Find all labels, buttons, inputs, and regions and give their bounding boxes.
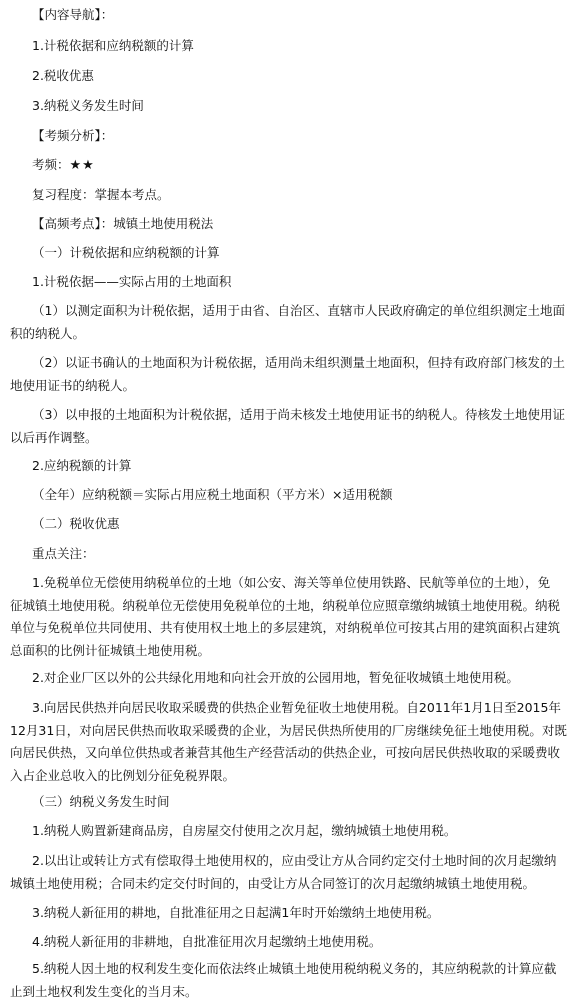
paragraph-line: （3）以申报的土地面积为计税依据，适用于尚未核发土地使用证书的纳税人。待核发土地使用证 [32, 407, 565, 422]
section3-paragraph-1: 1.纳税人购置新建商品房，自房屋交付使用之次月起，缴纳城镇土地使用税。 [32, 823, 457, 838]
section3-paragraph-2 [10, 850, 557, 895]
analysis-heading: 【考频分析】： [32, 128, 114, 143]
section1-paragraph-1 [10, 300, 565, 345]
paragraph-line: 积的纳税人。 [10, 325, 86, 341]
paragraph-line: 1.免税单位无偿使用纳税单位的土地（如公安、海关等单位使用铁路、民航等单位的土地），免 [32, 575, 551, 590]
section1-sub1-title: 1.计税依据——实际占用的土地面积 [32, 274, 232, 289]
section3-paragraph-3: 3.纳税人新征用的耕地，自批准征用之日起满1年时开始缴纳土地使用税。 [32, 905, 440, 920]
nav-item-2: 2.税收优惠 [32, 68, 94, 83]
frequency-label: 考频： [32, 157, 70, 172]
section3-paragraph-4: 4.纳税人新征用的非耕地，自批准征用次月起缴纳土地使用税。 [32, 934, 382, 949]
topic-heading: 【高频考点】：城镇土地使用税法 [32, 216, 214, 231]
section2-paragraph-3 [10, 697, 567, 787]
paragraph-line: 向居民供热，又向单位供热或者兼营其他生产经营活动的供热企业，可按向居民供热收取的采暖费收 [10, 745, 561, 760]
paragraph-line: 入占企业总收入的比例划分征免税界限。 [10, 767, 236, 783]
section3-paragraph-5 [10, 958, 557, 1003]
paragraph-line: 城镇土地使用税；合同未约定交付时间的，由受让方从合同签订的次月起缴纳城镇土地使用税。 [10, 875, 536, 891]
section2-paragraph-1 [10, 572, 561, 662]
paragraph-line: 2.以出让或转让方式有偿取得土地使用权的，应由受让方从合同约定交付土地时间的次月起缴纳 [32, 853, 557, 868]
section2-paragraph-2: 2.对企业厂区以外的公共绿化用地和向社会开放的公园用地，暂免征收城镇土地使用税。 [32, 670, 519, 685]
nav-item-1: 1.计税依据和应纳税额的计算 [32, 38, 194, 53]
frequency-stars: ★★ [69, 158, 95, 173]
section1-sub2-title: 2.应纳税额的计算 [32, 458, 132, 473]
tax-formula: （全年）应纳税额＝实际占用应税土地面积（平方米）×适用税额 [32, 487, 393, 502]
paragraph-line: 3.向居民供热并向居民收取采暖费的供热企业暂免征收土地使用税。自2011年1月1日至2015年 [32, 700, 561, 715]
section2-title: （二）税收优惠 [32, 516, 120, 531]
frequency-line [32, 154, 95, 176]
nav-item-3: 3.纳税义务发生时间 [32, 98, 144, 113]
paragraph-line: 单位与免税单位共同使用、共有使用权土地上的多层建筑，对纳税单位可按其占用的建筑面积占建筑 [10, 620, 561, 635]
paragraph-line: 5.纳税人因土地的权利发生变化而依法终止城镇土地使用税纳税义务的，其应纳税款的计算应截 [32, 961, 557, 976]
paragraph-line: （2）以证书确认的土地面积为计税依据，适用尚未组织测量土地面积，但持有政府部门核发的土 [32, 355, 565, 370]
nav-heading: 【内容导航】： [32, 7, 114, 22]
section1-paragraph-3 [10, 404, 565, 449]
section1-title: （一）计税依据和应纳税额的计算 [32, 245, 220, 260]
paragraph-line: 止到土地权利发生变化的当月末。 [10, 983, 198, 999]
section3-title: （三）纳税义务发生时间 [32, 794, 170, 809]
section1-paragraph-2 [10, 352, 565, 397]
paragraph-line: 地使用证书的纳税人。 [10, 377, 136, 393]
paragraph-line: 总面积的比例计征城镇土地使用税。 [10, 642, 211, 658]
paragraph-line: 以后再作调整。 [10, 429, 98, 445]
paragraph-line: 征城镇土地使用税。纳税单位无偿使用免税单位的土地，纳税单位应照章缴纳城镇土地使用税。纳税 [10, 597, 561, 613]
focus-label: 重点关注： [32, 546, 95, 561]
review-level: 复习程度：掌握本考点。 [32, 187, 170, 202]
paragraph-line: 12月31日，对向居民供热而收取采暖费的企业，为居民供热所使用的厂房继续免征土地使用税。对既 [10, 722, 567, 738]
paragraph-line: （1）以测定面积为计税依据，适用于由省、自治区、直辖市人民政府确定的单位组织测定土地面 [32, 303, 565, 318]
